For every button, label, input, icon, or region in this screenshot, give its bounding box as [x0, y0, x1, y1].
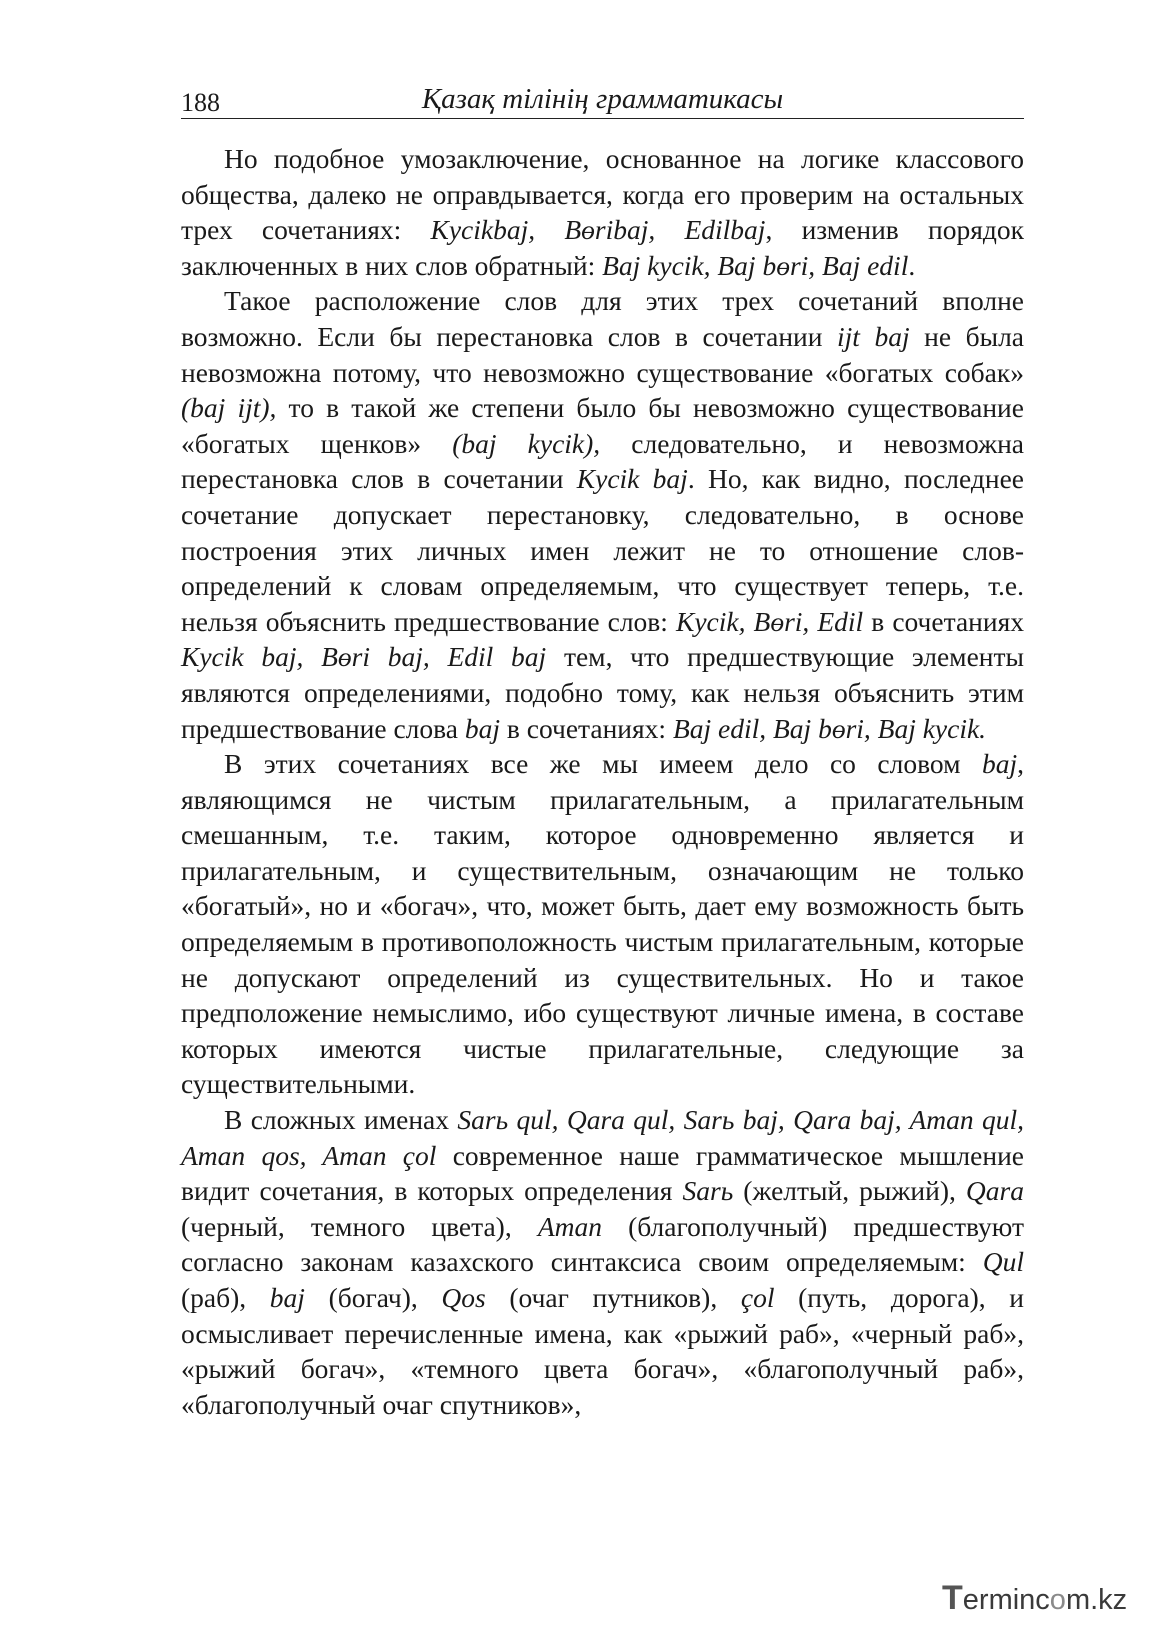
text-run: в сочетаниях — [863, 605, 1024, 637]
paragraph — [181, 746, 1024, 1102]
text-run: (раб), — [181, 1282, 270, 1313]
text-run: , являющимся не чистым прилагательным, а прилагательным смешанным, т.е. таким, которое одновременно является и прилагательным, и существительным, означающим не только «богатый», но и «богач», что, может быть, дает ему возможность быть определяемым в противоположность чистым прилагательным, которые не допускают определений из существительных. Но и такое предположение немыслимо, ибо существуют личные имена, в составе которых имеются чистые прилагательные, следующие за существительными. — [181, 748, 1024, 1100]
page-header — [181, 78, 1024, 119]
italic-term: Baj edil, Baj bөri, Baj kycik. — [672, 712, 987, 744]
text-run: (благополучный) предшествуют согласно законам казахского синтаксиса своим определяемым: — [181, 1210, 1024, 1278]
italic-term: Qara — [965, 1175, 1024, 1207]
italic-term: Kycikbaj, Bөribaj, Edilbaj — [430, 214, 766, 246]
italic-term: Sarь qul, Qara qul, Sarь baj, Qara baj, Aman qul, Aman qos, Aman çol — [181, 1104, 1025, 1171]
italic-term: baj — [269, 1282, 305, 1313]
italic-term: Kycik baj — [576, 463, 688, 495]
page-number: 188 — [181, 88, 220, 117]
text-run: не была невозможна потому, что невозможно существование «богатых собак» — [181, 320, 1025, 388]
text-run: (черный, темного цвета), — [181, 1210, 538, 1242]
italic-term: baj — [464, 712, 501, 744]
text-run: Но подобное умозаключение, основанное на логике классового общества, далеко не оправдывается, когда его проверим на остальных трех сочетаниях: — [181, 143, 1024, 246]
text-run: современное наше грамматическое мышление видит сочетания, в которых определения — [181, 1139, 1024, 1207]
italic-term: Baj kycik, Baj bөri, Baj edil — [602, 249, 909, 281]
italic-term: (baj kycik), — [452, 427, 601, 459]
running-title: Қазақ тілінің грамматикасы — [421, 83, 784, 115]
site-watermark: Termincom.kz — [942, 1579, 1128, 1617]
text-run: тем, что предшествующие элементы являются определениями, подобно тому, как нельзя объяснить этим предшествование слова — [181, 641, 1024, 744]
magnifier-icon: o — [1049, 1584, 1066, 1616]
paragraph — [181, 141, 1024, 283]
text-run: Такое расположение слов для этих трех сочетаний вполне возможно. Если бы перестановка слов в сочетании — [181, 285, 1024, 352]
text-run: следовательно, и невозможна перестановка слов в сочетании — [181, 427, 1024, 495]
italic-term: baj — [981, 748, 1018, 780]
italic-term: ijt baj — [837, 320, 910, 352]
italic-term: Kycik, Bөri, Edil — [676, 605, 864, 637]
italic-term: çol — [740, 1282, 775, 1313]
body-text — [181, 141, 1024, 1422]
text-run: , изменив порядок заключенных в них слов обратный: — [181, 214, 1024, 281]
italic-term: Qos — [441, 1282, 486, 1313]
text-run: . Но, как видно, последнее сочетание допускает перестановку, следовательно, в основе построения этих личных имен лежит не то отношение слов-определений к словам определяемым, что существует теперь, т.е. нельзя объяснить предшествование слов: — [181, 463, 1024, 637]
text-run: (желтый, рыжий), — [733, 1175, 966, 1207]
text-run: (очаг путников), — [485, 1282, 741, 1313]
italic-term: (baj ijt), — [181, 392, 277, 424]
italic-term: Sarь — [682, 1175, 734, 1207]
text-run: в сочетаниях: — [500, 712, 673, 744]
italic-term: Qul — [982, 1246, 1024, 1278]
italic-term: Kycik baj, Bөri baj, Edil baj — [181, 641, 547, 673]
text-run: (путь, дорога), и осмысливает перечисленные имена, как «рыжий раб», «черный раб», «рыжий богач», «темного цвета богач», «благополучный раб», «благополучный очаг спутников», — [181, 1282, 1024, 1420]
text-run: (богач), — [304, 1282, 442, 1313]
text-run: В сложных именах — [224, 1104, 458, 1136]
paragraph — [181, 1102, 1024, 1422]
text-run: В этих сочетаниях все же мы имеем дело со словом — [224, 748, 982, 780]
text-run: то в такой же степени было бы невозможно существование «богатых щенков» — [181, 392, 1024, 459]
text-run: . — [908, 249, 916, 281]
italic-term: Aman — [537, 1210, 602, 1242]
paragraph — [181, 283, 1024, 746]
